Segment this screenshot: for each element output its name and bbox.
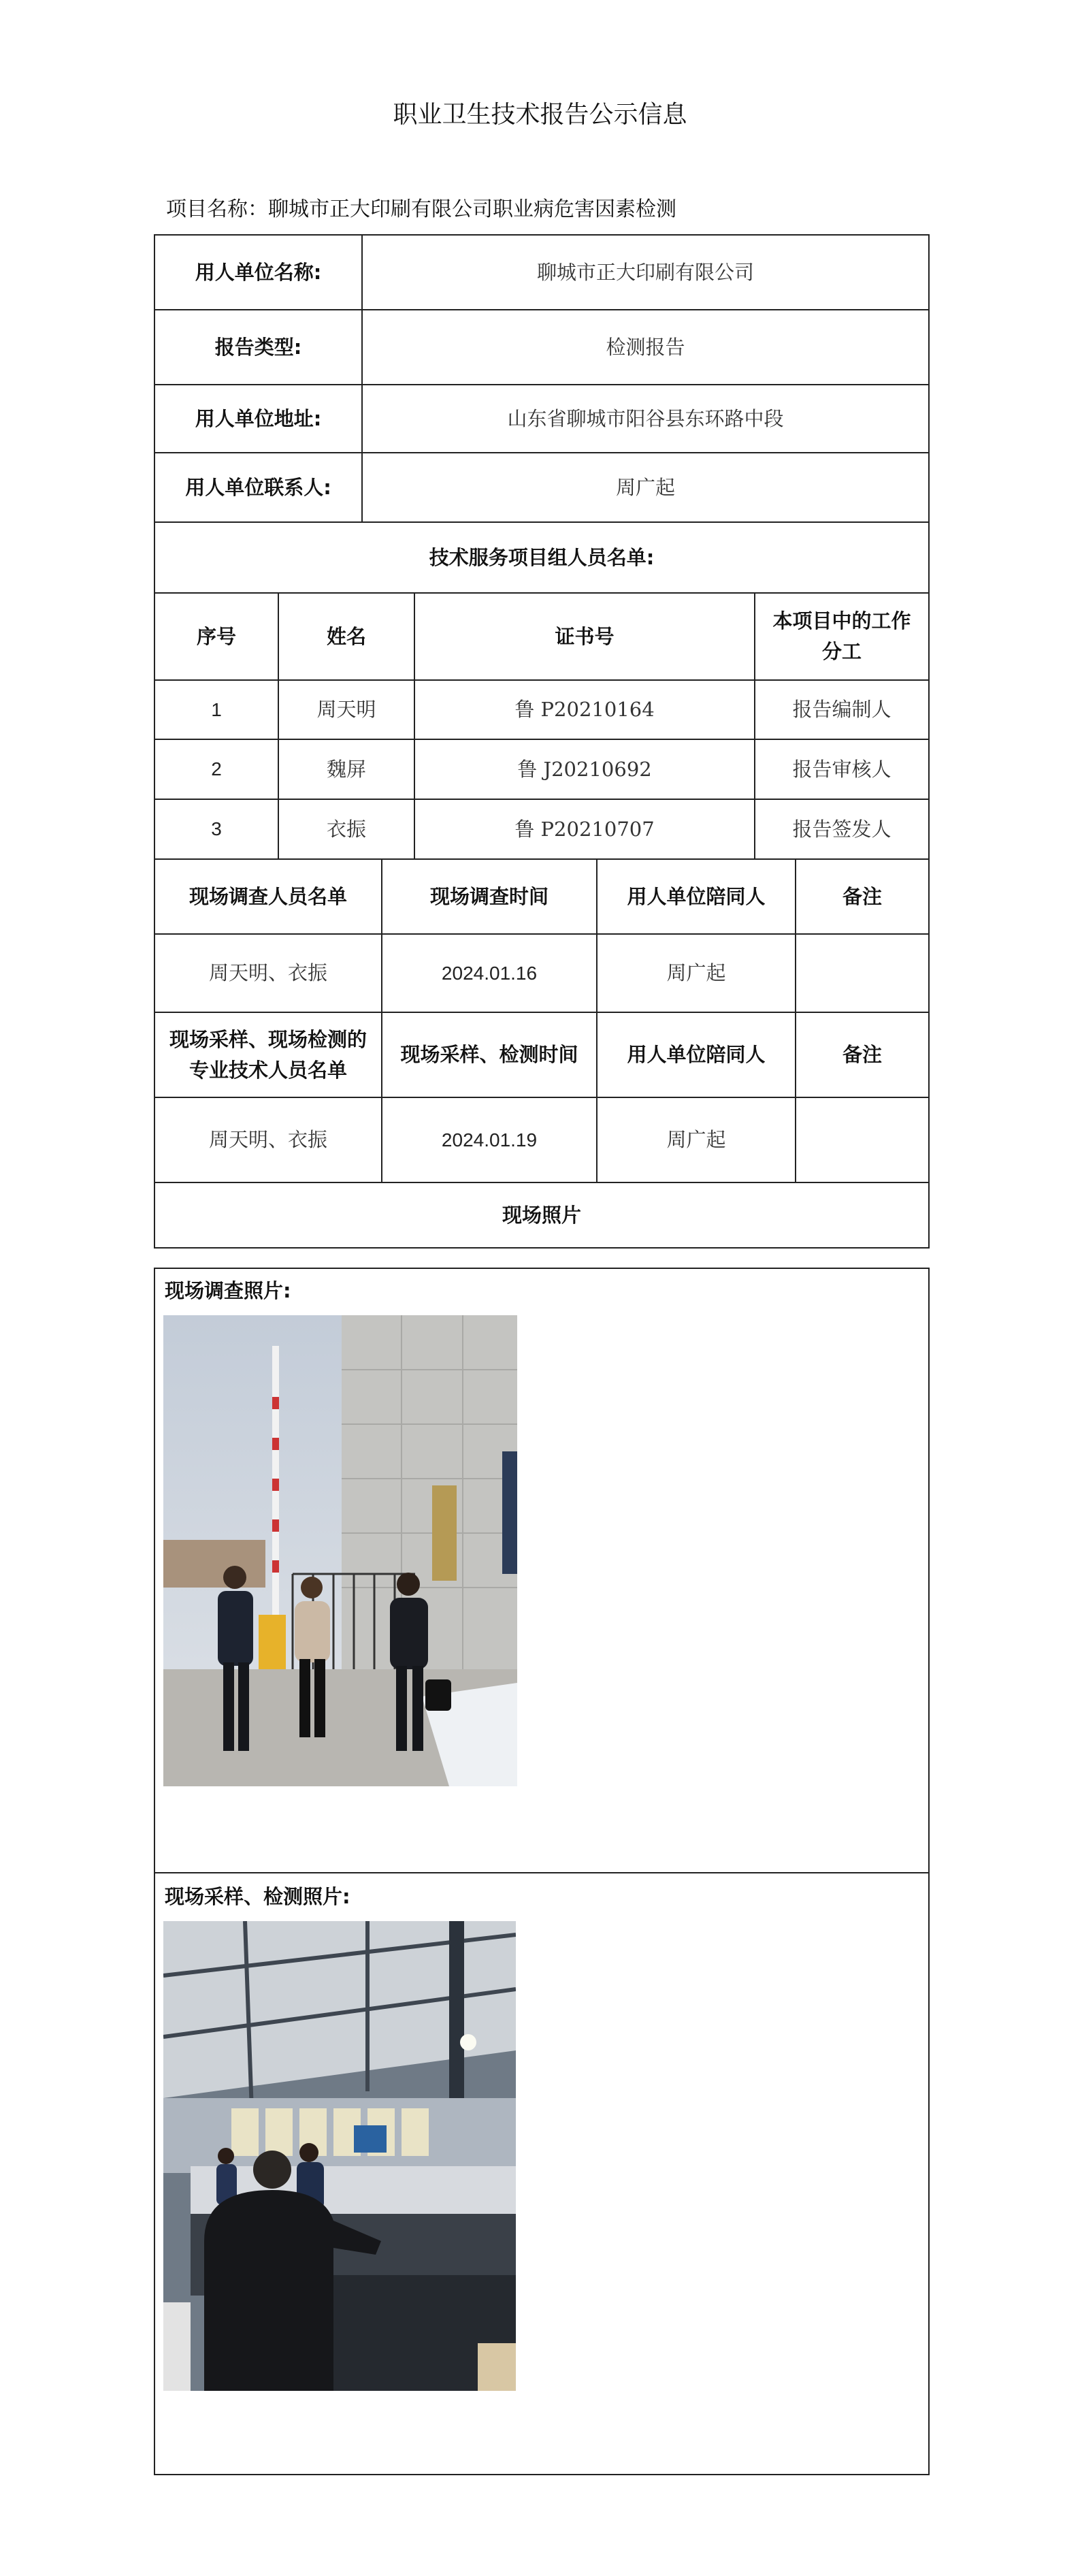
survey-header-people: 现场调查人员名单 xyxy=(155,860,382,935)
survey-photo xyxy=(163,1315,517,1786)
sampling-photo xyxy=(163,1921,516,2391)
info-table xyxy=(154,234,930,1249)
info-value: 检测报告 xyxy=(363,310,930,385)
team-heading-row xyxy=(155,523,930,594)
team-role: 报告审核人 xyxy=(755,740,930,800)
survey-header-row xyxy=(155,860,930,935)
team-row xyxy=(155,740,930,800)
sampling-people: 周天明、衣振 xyxy=(155,1098,382,1183)
photos-heading: 现场照片 xyxy=(155,1183,930,1249)
info-label: 用人单位名称: xyxy=(155,236,363,310)
sampling-value-row xyxy=(155,1098,930,1183)
col-header-no: 序号 xyxy=(155,594,279,681)
sampling-header-escort: 用人单位陪同人 xyxy=(598,1013,796,1098)
sampling-header-time: 现场采样、检测时间 xyxy=(382,1013,598,1098)
survey-escort: 周广起 xyxy=(598,935,796,1013)
project-name: 项目名称：聊城市正大印刷有限公司职业病危害因素检测 xyxy=(166,197,676,221)
info-row xyxy=(155,236,930,310)
sampling-remark xyxy=(796,1098,930,1183)
team-name: 魏屏 xyxy=(279,740,415,800)
survey-header-remark: 备注 xyxy=(796,860,930,935)
page-title: 职业卫生技术报告公示信息 xyxy=(393,101,687,129)
team-role: 报告编制人 xyxy=(755,681,930,740)
sampling-escort: 周广起 xyxy=(598,1098,796,1183)
sampling-header-people: 现场采样、现场检测的专业技术人员名单 xyxy=(155,1013,382,1098)
team-row xyxy=(155,800,930,860)
info-row xyxy=(155,310,930,385)
team-no: 1 xyxy=(155,681,279,740)
sampling-photo-label: 现场采样、检测照片: xyxy=(165,1885,350,1908)
team-row xyxy=(155,681,930,740)
team-name: 周天明 xyxy=(279,681,415,740)
photo-divider xyxy=(154,1872,930,1873)
col-header-cert: 证书号 xyxy=(415,594,755,681)
team-cert: 鲁 P20210164 xyxy=(415,681,755,740)
team-cert: 鲁 J20210692 xyxy=(415,740,755,800)
survey-photo-label: 现场调查照片: xyxy=(165,1279,291,1302)
survey-header-time: 现场调查时间 xyxy=(382,860,598,935)
team-role: 报告签发人 xyxy=(755,800,930,860)
team-heading: 技术服务项目组人员名单: xyxy=(155,523,930,594)
team-no: 3 xyxy=(155,800,279,860)
photos-heading-row xyxy=(155,1183,930,1249)
survey-time: 2024.01.16 xyxy=(382,935,598,1013)
info-row xyxy=(155,385,930,453)
survey-header-escort: 用人单位陪同人 xyxy=(598,860,796,935)
sampling-header-row xyxy=(155,1013,930,1098)
info-row xyxy=(155,453,930,523)
team-cert: 鲁 P20210707 xyxy=(415,800,755,860)
survey-remark xyxy=(796,935,930,1013)
survey-people: 周天明、衣振 xyxy=(155,935,382,1013)
info-value: 周广起 xyxy=(363,453,930,523)
team-header-row xyxy=(155,594,930,681)
col-header-name: 姓名 xyxy=(279,594,415,681)
info-value: 聊城市正大印刷有限公司 xyxy=(363,236,930,310)
info-value: 山东省聊城市阳谷县东环路中段 xyxy=(363,385,930,453)
survey-value-row xyxy=(155,935,930,1013)
team-no: 2 xyxy=(155,740,279,800)
sampling-header-remark: 备注 xyxy=(796,1013,930,1098)
sampling-time: 2024.01.19 xyxy=(382,1098,598,1183)
info-label: 用人单位地址: xyxy=(155,385,363,453)
info-label: 报告类型: xyxy=(155,310,363,385)
col-header-role: 本项目中的工作分工 xyxy=(755,594,930,681)
info-label: 用人单位联系人: xyxy=(155,453,363,523)
team-name: 衣振 xyxy=(279,800,415,860)
